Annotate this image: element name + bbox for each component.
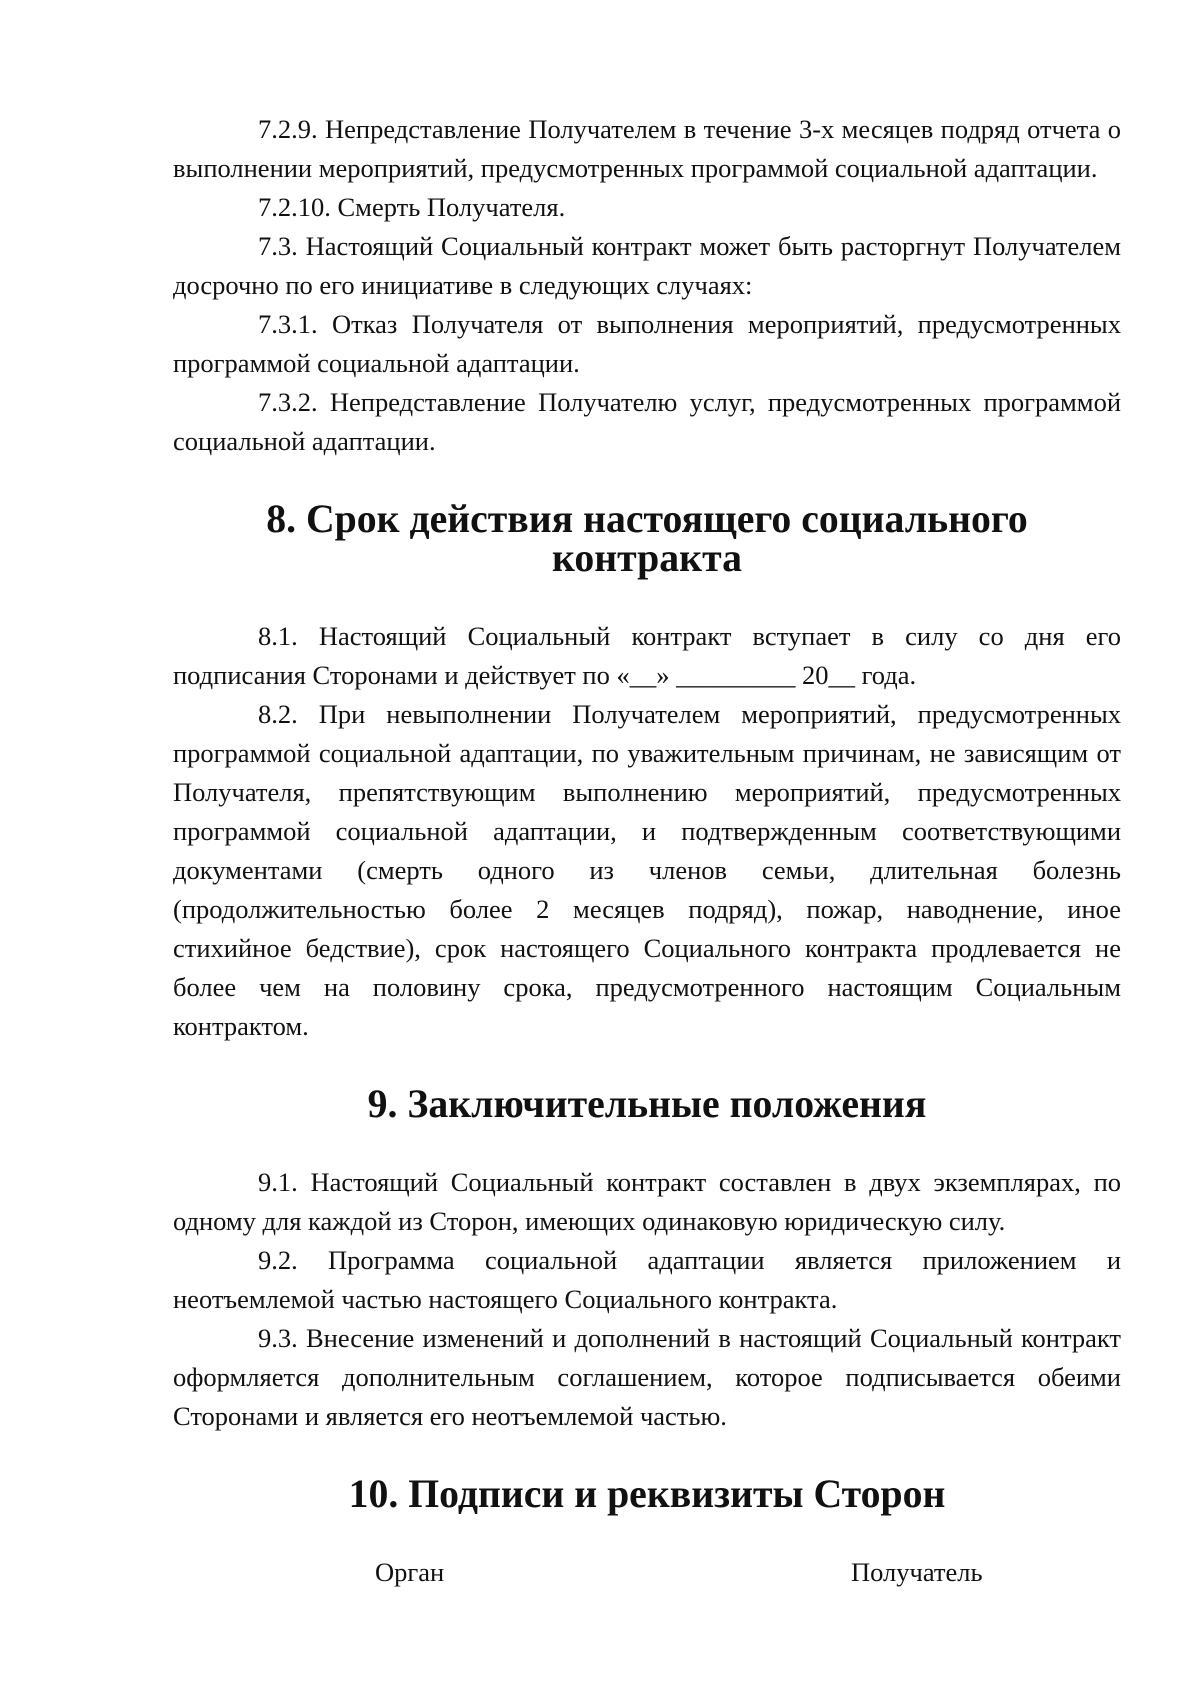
clause-8-2: 8.2. При невыполнении Получателем мероприятий, предусмотренных программой социальной адаптации, по уважительным причинам, не зависящим от Получателя, препятствующим выполнению мероприятий, предусмотренных программой социальной адаптации, и подтвержденным соответствующими документами (смерть одного из членов семьи, длительная болезнь (продолжительностью более 2 месяцев подряд), пожар, наводнение, иное стихийное бедствие), срок настоящего Социального контракта продлевается не более чем на половину срока, предусмотренного настоящим Социальным контрактом. bbox=[173, 699, 1121, 1041]
section-8-heading: 8. Срок действия настоящего социального контракта bbox=[266, 497, 1028, 580]
signature-block bbox=[173, 1553, 1121, 1592]
clause-7-3-1: 7.3.1. Отказ Получателя от выполнения мероприятий, предусмотренных программой социальной адаптации. bbox=[173, 309, 1121, 378]
clause-8-1: 8.1. Настоящий Социальный контракт вступает в силу со дня его подписания Сторонами и действует по «__» _________ 20__ года. bbox=[173, 621, 1121, 690]
clause-9-1: 9.1. Настоящий Социальный контракт составлен в двух экземплярах, по одному для каждой из Сторон, имеющих одинаковую юридическую силу. bbox=[173, 1167, 1121, 1236]
clause-7-2-9: 7.2.9. Непредставление Получателем в течение 3-х месяцев подряд отчета о выполнении мероприятий, предусмотренных программой социальной адаптации. bbox=[173, 114, 1121, 183]
clause-9-3: 9.3. Внесение изменений и дополнений в настоящий Социальный контракт оформляется дополнительным соглашением, которое подписывается обеими Сторонами и является его неотъемлемой частью. bbox=[173, 1323, 1121, 1431]
clause-9-2: 9.2. Программа социальной адаптации является приложением и неотъемлемой частью настоящего Социального контракта. bbox=[173, 1245, 1121, 1314]
clause-7-2-10: 7.2.10. Смерть Получателя. bbox=[258, 192, 566, 222]
document-page bbox=[173, 110, 1121, 1592]
clause-7-3: 7.3. Настоящий Социальный контракт может быть расторгнут Получателем досрочно по его инициативе в следующих случаях: bbox=[173, 231, 1121, 300]
clause-7-3-2: 7.3.2. Непредставление Получателю услуг, предусмотренных программой социальной адаптации. bbox=[173, 387, 1121, 456]
party-organ-label: Орган bbox=[375, 1557, 445, 1587]
section-10-heading: 10. Подписи и реквизиты Сторон bbox=[348, 1472, 946, 1516]
party-recipient-label: Получатель bbox=[851, 1557, 983, 1587]
section-9-heading: 9. Заключительные положения bbox=[367, 1082, 927, 1126]
